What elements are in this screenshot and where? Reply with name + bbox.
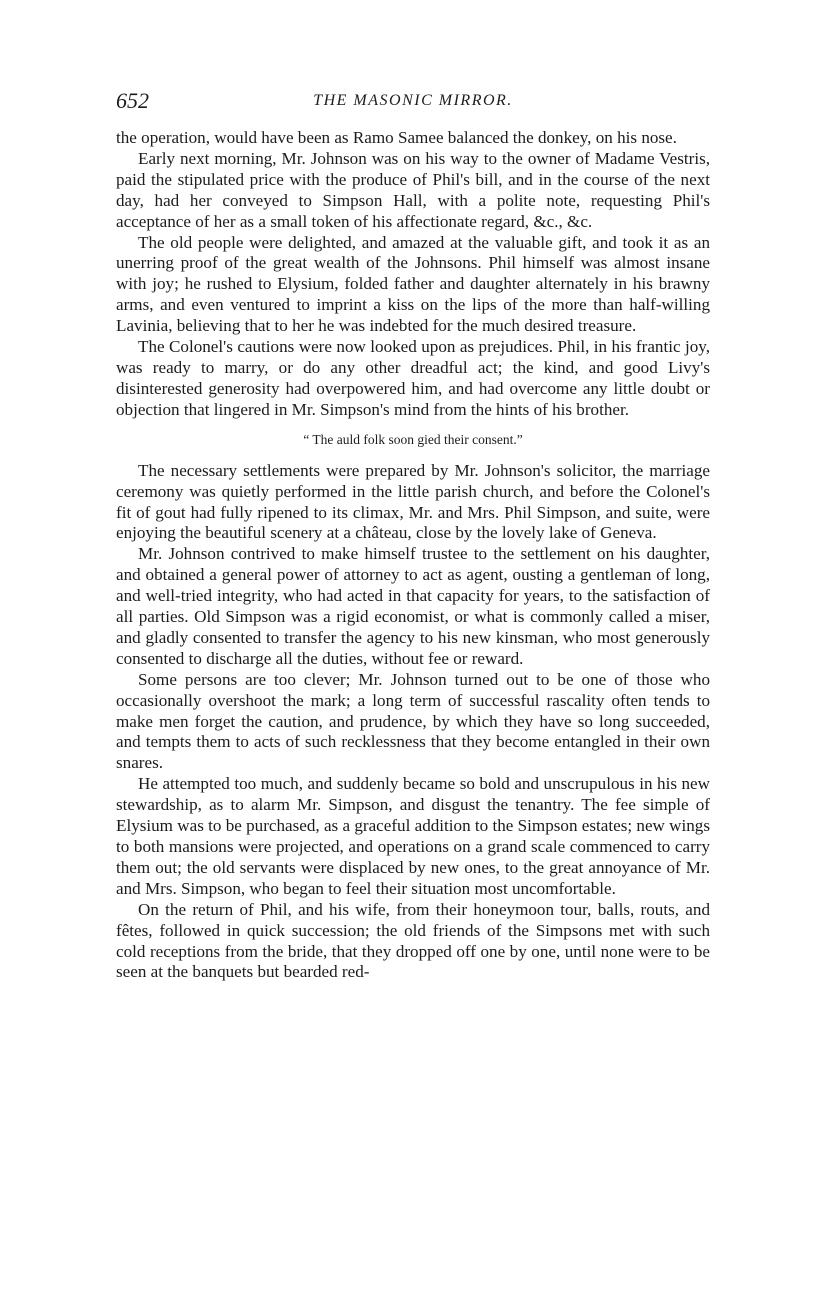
paragraph: Early next morning, Mr. Johnson was on his way to the owner of Madame Vestris, paid the stipulated price with the produce of Phil's bill, and in the course of the next day, had her conveyed to Simpson Hall, with a polite note, requesting Phil's acceptance of her as a small token of his affectionate regard, &c., &c. bbox=[116, 148, 710, 231]
body-text bbox=[116, 128, 710, 983]
paragraph: Some persons are too clever; Mr. Johnson turned out to be one of those who occasionally overshoot the mark; a long term of successful rascality often tends to make men forget the caution, and prudence, by which they have so long succeeded, and tempts them to acts of such recklessness that they become entangled in their own snares. bbox=[116, 669, 710, 773]
paragraph: The Colonel's cautions were now looked upon as prejudices. Phil, in his frantic joy, was ready to marry, or do any other dreadful act; the kind, and good Livy's disinterested generosity had overpowered him, and had overcome any little doubt or objection that lingered in Mr. Simpson's mind from the hints of his brother. bbox=[116, 337, 710, 419]
paragraph: Mr. Johnson contrived to make himself trustee to the settlement on his daughter, and obtained a general power of attorney to act as agent, ousting a gentleman of long, and well-tried integrity, who had acted in that capacity for years, to the satisfaction of all parties. Old Simpson was a rigid economist, or what is commonly called a miser, and gladly consented to transfer the agency to his new kinsman, who most generously consented to discharge all the duties, without fee or reward. bbox=[116, 544, 710, 668]
page-header bbox=[116, 88, 710, 118]
page-number: 652 bbox=[116, 88, 149, 113]
paragraph: the operation, would have been as Ramo Samee balanced the donkey, on his nose. bbox=[116, 128, 677, 147]
paragraph: On the return of Phil, and his wife, from their honeymoon tour, balls, routs, and fêtes, followed in quick succession; the old friends of the Simpsons met with such cold receptions from the bride, that they dropped off one by one, until none were to be seen at the banquets but bearded red- bbox=[116, 899, 710, 982]
paragraph: The necessary settlements were prepared by Mr. Johnson's solicitor, the marriage ceremony was quietly performed in the little parish church, and before the Colonel's fit of gout had fully ripened to its climax, Mr. and Mrs. Phil Simpson, and suite, were enjoying the beautiful scenery at a château, close by the lovely lake of Geneva. bbox=[116, 460, 710, 543]
book-page bbox=[116, 88, 710, 983]
block-quote: “ The auld folk soon gied their consent.” bbox=[303, 431, 523, 447]
running-title: THE MASONIC MIRROR. bbox=[313, 92, 513, 109]
paragraph: He attempted too much, and suddenly became so bold and unscrupulous in his new stewardship, as to alarm Mr. Simpson, and disgust the tenantry. The fee simple of Elysium was to be purchased, as a graceful addition to the Simpson estates; new wings to both mansions were projected, and operations on a grand scale commenced to carry them out; the old servants were displaced by new ones, to the great annoyance of Mr. and Mrs. Simpson, who began to feel their situation most uncomfortable. bbox=[116, 774, 710, 898]
paragraph: The old people were delighted, and amazed at the valuable gift, and took it as an unerring proof of the great wealth of the Johnsons. Phil himself was almost insane with joy; he rushed to Elysium, folded father and daughter alternately in his brawny arms, and even ventured to imprint a kiss on the lips of the more than half-willing Lavinia, believing that to her he was indebted for the much desired treasure. bbox=[116, 232, 710, 336]
